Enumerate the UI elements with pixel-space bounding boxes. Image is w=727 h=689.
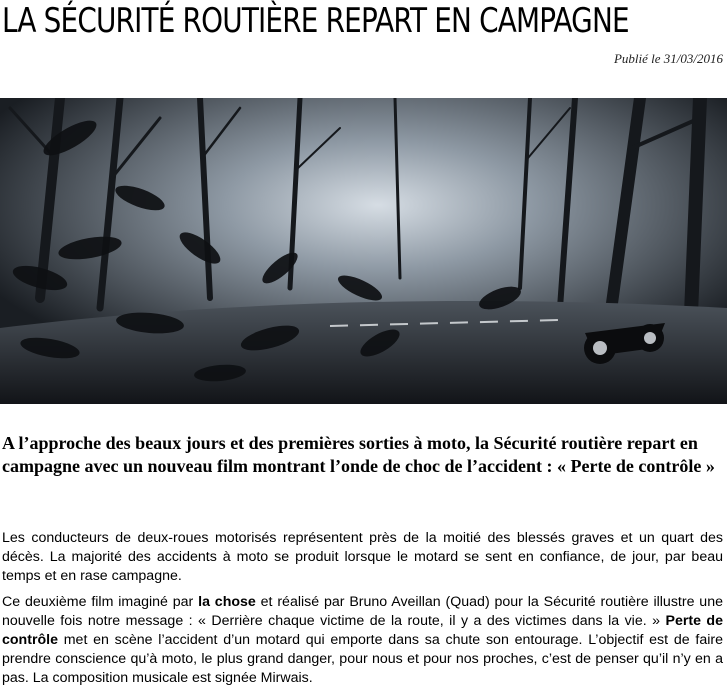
paragraph-2-text-1: Ce deuxième film imaginé par bbox=[2, 594, 199, 610]
agency-name: la chose bbox=[198, 594, 256, 610]
paragraph-2-text-2: et réalisé par Bruno Aveillan (Quad) pour la Sécurité routière illustre une nouvelle fois notre message : « Derrière chaque victime de la route, il y a des victimes dans la vie. » bbox=[2, 594, 723, 629]
publication-date: Publié le 31/03/2016 bbox=[613, 51, 723, 66]
article-title: LA SÉCURITÉ ROUTIÈRE REPART EN CAMPAGNE bbox=[2, 1, 629, 41]
hero-image bbox=[0, 98, 727, 404]
hero-illustration bbox=[0, 98, 727, 404]
film-title: Perte de contrôle bbox=[2, 613, 723, 648]
article-lead: A l’approche des beaux jours et des premières sorties à moto, la Sécurité routière repart en campagne avec un nouveau film montrant l’onde de choc de l’accident : « Perte de contrôle » bbox=[2, 433, 715, 476]
paragraph-2-text-3: met en scène l’accident d’un motard qui emporte dans sa chute son entourage. L’objectif est de faire prendre conscience qu’à moto, le plus grand danger, pour nous et pour nos proches, c’est de penser qu’il n’y en a pas. La composition musicale est signée Mirwais. bbox=[2, 632, 723, 686]
article-paragraph-2 bbox=[2, 593, 723, 688]
article-paragraph-1: Les conducteurs de deux-roues motorisés représentent près de la moitié des blessés graves et un quart des décès. La majorité des accidents à moto se produit lorsque le motard se sent en confiance, de jour, par beau temps et en rase campagne. bbox=[2, 530, 723, 584]
